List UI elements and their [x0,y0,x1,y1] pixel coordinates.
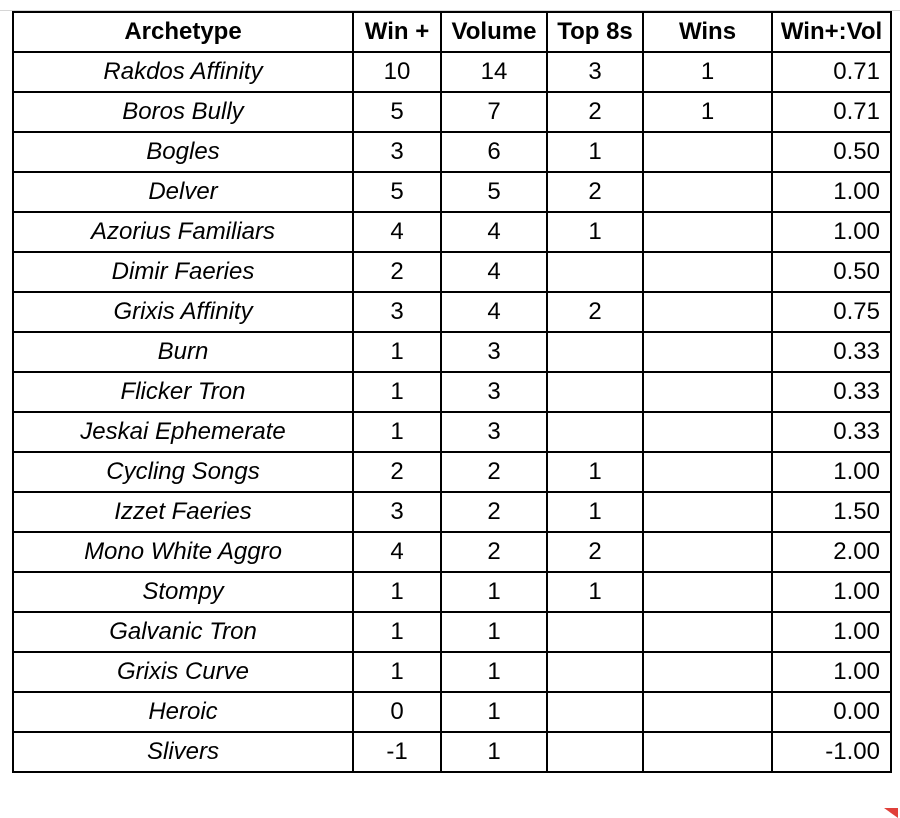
top8s-cell[interactable]: 2 [547,292,643,332]
volume-cell[interactable]: 1 [441,732,547,772]
wins-cell[interactable] [643,572,772,612]
ratio-cell[interactable]: 1.00 [772,212,891,252]
ratio-cell[interactable]: 0.75 [772,292,891,332]
table-row [13,452,891,492]
table-row [13,372,891,412]
volume-cell[interactable]: 6 [441,132,547,172]
top8s-cell[interactable] [547,332,643,372]
ratio-cell[interactable]: 2.00 [772,532,891,572]
wins-cell[interactable] [643,252,772,292]
archetype-cell[interactable]: Heroic [13,692,353,732]
archetype-cell[interactable]: Grixis Affinity [13,292,353,332]
volume-cell[interactable]: 1 [441,572,547,612]
comment-marker-icon[interactable] [884,808,898,818]
top8s-cell[interactable] [547,252,643,292]
archetype-cell[interactable]: Cycling Songs [13,452,353,492]
win-plus-cell[interactable]: 2 [353,452,441,492]
table-row [13,652,891,692]
wins-cell[interactable] [643,652,772,692]
volume-cell[interactable]: 5 [441,172,547,212]
volume-cell[interactable]: 4 [441,212,547,252]
archetype-cell[interactable]: Grixis Curve [13,652,353,692]
wins-cell[interactable]: 1 [643,52,772,92]
win-plus-cell[interactable]: 1 [353,572,441,612]
ratio-cell[interactable]: -1.00 [772,732,891,772]
archetype-cell[interactable]: Boros Bully [13,92,353,132]
ratio-cell[interactable]: 1.50 [772,492,891,532]
volume-cell[interactable]: 2 [441,532,547,572]
archetype-cell[interactable]: Delver [13,172,353,212]
archetype-cell[interactable]: Rakdos Affinity [13,52,353,92]
win-plus-cell[interactable]: 4 [353,212,441,252]
volume-cell[interactable]: 4 [441,252,547,292]
archetype-cell[interactable]: Azorius Familiars [13,212,353,252]
volume-cell[interactable]: 3 [441,332,547,372]
top8s-cell[interactable] [547,692,643,732]
wins-cell[interactable] [643,332,772,372]
column-header[interactable]: Win+:Vol [772,12,891,52]
ratio-cell[interactable]: 0.00 [772,692,891,732]
top8s-cell[interactable]: 1 [547,452,643,492]
wins-cell[interactable] [643,492,772,532]
ratio-cell[interactable]: 1.00 [772,452,891,492]
wins-cell[interactable] [643,132,772,172]
table-row [13,52,891,92]
table-row [13,732,891,772]
ratio-cell[interactable]: 1.00 [772,652,891,692]
top8s-cell[interactable] [547,732,643,772]
column-header[interactable]: Top 8s [547,12,643,52]
win-plus-cell[interactable]: -1 [353,732,441,772]
ratio-cell[interactable]: 1.00 [772,612,891,652]
volume-cell[interactable]: 3 [441,412,547,452]
wins-cell[interactable] [643,412,772,452]
top8s-cell[interactable]: 1 [547,572,643,612]
top8s-cell[interactable]: 1 [547,492,643,532]
column-header[interactable]: Win + [353,12,441,52]
win-plus-cell[interactable]: 5 [353,172,441,212]
ratio-cell[interactable]: 0.33 [772,332,891,372]
wins-cell[interactable] [643,372,772,412]
table-row [13,492,891,532]
archetype-table [12,11,892,773]
archetype-cell[interactable]: Bogles [13,132,353,172]
win-plus-cell[interactable]: 1 [353,612,441,652]
table-row [13,532,891,572]
win-plus-cell[interactable]: 1 [353,412,441,452]
archetype-cell[interactable]: Burn [13,332,353,372]
wins-cell[interactable] [643,612,772,652]
win-plus-cell[interactable]: 2 [353,252,441,292]
win-plus-cell[interactable]: 1 [353,332,441,372]
top8s-cell[interactable]: 3 [547,52,643,92]
volume-cell[interactable]: 1 [441,612,547,652]
top8s-cell[interactable]: 1 [547,212,643,252]
table-body [13,52,891,772]
ratio-cell[interactable]: 1.00 [772,172,891,212]
win-plus-cell[interactable]: 3 [353,492,441,532]
top8s-cell[interactable]: 1 [547,132,643,172]
archetype-cell[interactable]: Galvanic Tron [13,612,353,652]
table-row [13,292,891,332]
win-plus-cell[interactable]: 1 [353,652,441,692]
table-row [13,172,891,212]
table-row [13,252,891,292]
top8s-cell[interactable] [547,652,643,692]
ratio-cell[interactable]: 0.50 [772,132,891,172]
volume-cell[interactable]: 3 [441,372,547,412]
top8s-cell[interactable] [547,612,643,652]
wins-cell[interactable] [643,212,772,252]
top8s-cell[interactable] [547,372,643,412]
volume-cell[interactable]: 14 [441,52,547,92]
table-row [13,92,891,132]
archetype-cell[interactable]: Slivers [13,732,353,772]
ratio-cell[interactable]: 0.71 [772,92,891,132]
top8s-cell[interactable]: 2 [547,532,643,572]
win-plus-cell[interactable]: 4 [353,532,441,572]
win-plus-cell[interactable]: 3 [353,132,441,172]
table-row [13,132,891,172]
table-row [13,412,891,452]
wins-cell[interactable] [643,692,772,732]
column-header[interactable]: Archetype [13,12,353,52]
archetype-cell[interactable]: Stompy [13,572,353,612]
header-row [13,12,891,52]
ratio-cell[interactable]: 1.00 [772,572,891,612]
table-row [13,212,891,252]
archetype-cell[interactable]: Flicker Tron [13,372,353,412]
volume-cell[interactable]: 1 [441,652,547,692]
table-row [13,332,891,372]
top8s-cell[interactable]: 2 [547,172,643,212]
wins-cell[interactable] [643,292,772,332]
wins-cell[interactable] [643,452,772,492]
archetype-cell[interactable]: Dimir Faeries [13,252,353,292]
volume-cell[interactable]: 2 [441,492,547,532]
table-row [13,572,891,612]
ratio-cell[interactable]: 0.33 [772,412,891,452]
volume-cell[interactable]: 4 [441,292,547,332]
wins-cell[interactable]: 1 [643,92,772,132]
volume-cell[interactable]: 2 [441,452,547,492]
wins-cell[interactable] [643,172,772,212]
ratio-cell[interactable]: 0.71 [772,52,891,92]
volume-cell[interactable]: 1 [441,692,547,732]
table-row [13,612,891,652]
table-row [13,692,891,732]
column-header[interactable]: Volume [441,12,547,52]
archetype-cell[interactable]: Jeskai Ephemerate [13,412,353,452]
top8s-cell[interactable] [547,412,643,452]
win-plus-cell[interactable]: 3 [353,292,441,332]
archetype-cell[interactable]: Izzet Faeries [13,492,353,532]
win-plus-cell[interactable]: 1 [353,372,441,412]
column-header[interactable]: Wins [643,12,772,52]
ratio-cell[interactable]: 0.50 [772,252,891,292]
top8s-cell[interactable]: 2 [547,92,643,132]
win-plus-cell[interactable]: 10 [353,52,441,92]
archetype-cell[interactable]: Mono White Aggro [13,532,353,572]
ratio-cell[interactable]: 0.33 [772,372,891,412]
win-plus-cell[interactable]: 5 [353,92,441,132]
wins-cell[interactable] [643,532,772,572]
volume-cell[interactable]: 7 [441,92,547,132]
wins-cell[interactable] [643,732,772,772]
win-plus-cell[interactable]: 0 [353,692,441,732]
